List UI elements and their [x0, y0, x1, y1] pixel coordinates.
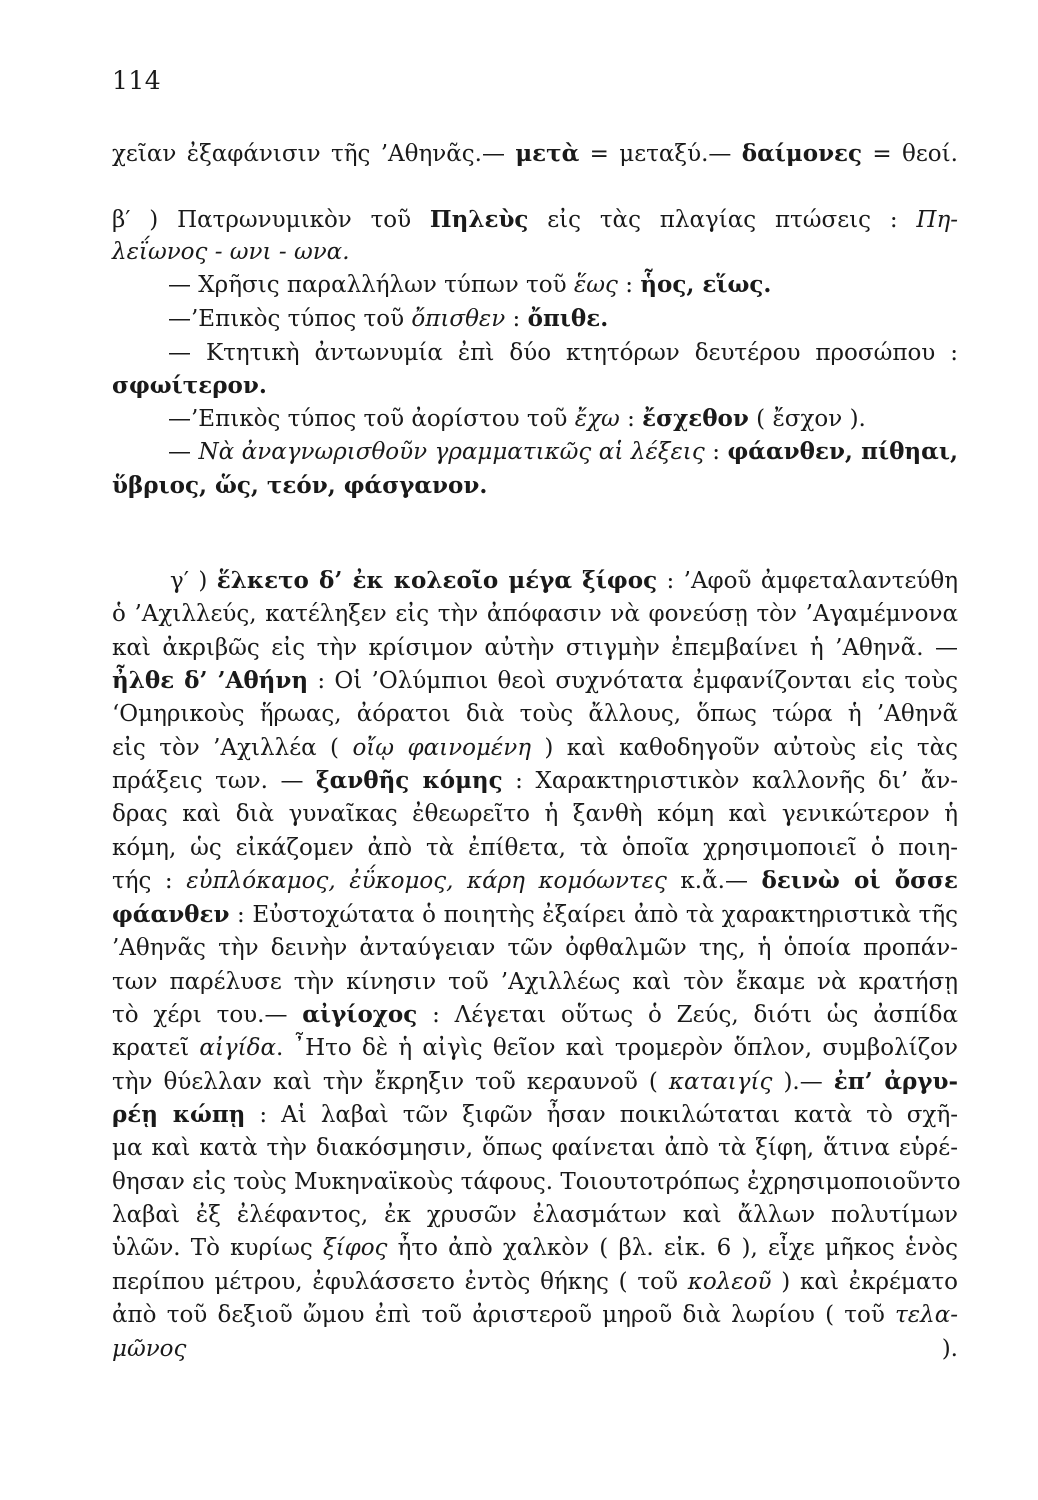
text-segment: δρας καὶ διὰ γυναῖκας ἐθεωρεῖτο ἡ ξανθὴ κόμη καὶ γενικώτερον ἡ: [112, 801, 958, 827]
text-line: [168, 269, 958, 301]
text-segment: ) καὶ ἐκρέματο: [771, 1269, 958, 1295]
text-line: [168, 403, 958, 435]
bold-term: αἰγίοχος: [302, 1001, 418, 1028]
italic-phrase: λεΐωνος - ωνι - ωνα.: [112, 239, 350, 265]
text-line: [112, 1266, 958, 1298]
text-segment: κ.ἄ.—: [666, 868, 762, 894]
text-segment: χεῖαν ἐξαφάνισιν τῆς ’Αθηνᾶς.—: [112, 141, 516, 167]
text-segment: :: [617, 272, 641, 298]
text-line: [112, 1132, 958, 1164]
text-segment: ’Αθηνᾶς τὴν δεινὴν ἀνταύγειαν τῶν ὀφθαλμῶν της, ἡ ὁποία προπάν-: [112, 935, 958, 961]
text-segment: : Οἱ ’Ολύμπιοι θεοὶ συχνότατα ἐμφανίζονται εἰς τοὺς: [308, 668, 958, 694]
text-line: [112, 1232, 958, 1264]
text-segment: . ῏Ητο δὲ ἡ αἰγὶς θεῖον καὶ τρομερὸν ὅπλον, συμβολίζον: [276, 1035, 958, 1061]
italic-phrase: Πη-: [916, 207, 958, 233]
text-line: [112, 598, 958, 630]
bold-term: ρέῃ κώπῃ: [112, 1101, 246, 1128]
text-segment: ‘Ομηρικοὺς ἥρωας, ἀόρατοι διὰ τοὺς ἄλλους, ὅπως τώρα ἡ ’Αθηνᾶ: [112, 701, 958, 727]
italic-phrase: ἔχω: [574, 406, 620, 432]
text-segment: ὁ ’Αχιλλεύς, κατέληξεν εἰς τὴν ἀπόφασιν νὰ φονεύσῃ τὸν ’Αγαμέμνονα: [112, 601, 958, 627]
text-line: [112, 698, 958, 730]
text-line: [168, 436, 958, 468]
text-line: [112, 204, 958, 236]
bold-term: δαίμονες: [741, 140, 863, 167]
text-segment: : Χαρακτηριστικὸν καλλονῆς δι’ ἄν-: [502, 768, 959, 794]
text-segment: :: [505, 306, 528, 332]
text-segment: κρατεῖ: [112, 1035, 200, 1061]
text-segment: ἀπὸ τοῦ δεξιοῦ ὤμου ἐπὶ τοῦ ἀριστεροῦ μηροῦ διὰ λωρίου ( τοῦ: [112, 1302, 896, 1328]
bold-term: σφωίτερον.: [112, 372, 267, 399]
text-segment: = μεταξύ.—: [579, 141, 742, 167]
bold-term: ἐπ’ ἀργυ-: [833, 1068, 958, 1095]
italic-phrase: μῶνος: [112, 1336, 187, 1362]
text-line: [112, 632, 958, 664]
text-segment: — Κτητικὴ ἀντωνυμία ἐπὶ δύο κτητόρων δευτέρου προσώπου :: [168, 340, 958, 366]
text-segment: πράξεις των. —: [112, 768, 316, 794]
text-segment: :: [619, 406, 643, 432]
text-segment: ( ἔσχον ).: [748, 406, 866, 432]
italic-phrase: οἴῳ φαινομένη: [352, 735, 531, 761]
text-segment: ) καὶ καθοδηγοῦν αὐτοὺς εἰς τὰς: [531, 735, 958, 761]
italic-phrase: ὄπισθεν: [411, 306, 506, 332]
text-line: [112, 1066, 958, 1098]
text-line: [112, 1166, 961, 1198]
text-line: [112, 665, 958, 697]
text-segment: λαβαὶ ἐξ ἐλέφαντος, ἐκ χρυσῶν ἐλασμάτων καὶ ἄλλων πολυτίμων: [112, 1202, 958, 1228]
bold-term: ἧος, εἵως.: [640, 271, 772, 298]
text-segment: : Λέγεται οὕτως ὁ Ζεύς, διότι ὡς ἀσπίδα: [417, 1002, 958, 1028]
italic-phrase: Νὰ ἀναγνωρισθοῦν γραμματικῶς αἱ λέξεις: [198, 439, 705, 465]
italic-phrase: ξίφος: [322, 1235, 388, 1261]
text-line: [112, 138, 958, 170]
italic-phrase: κολεοῦ: [687, 1269, 772, 1295]
text-segment: :: [704, 439, 728, 465]
text-segment: —’Επικὸς τύπος τοῦ ἀορίστου τοῦ: [168, 406, 575, 432]
text-line: [112, 1032, 958, 1064]
text-line: [112, 865, 958, 897]
text-segment: : Αἱ λαβαὶ τῶν ξιφῶν ἦσαν ποικιλώταται κατὰ τὸ σχῆ-: [245, 1102, 958, 1128]
text-segment: μα καὶ κατὰ τὴν διακόσμησιν, ὅπως φαίνεται ἀπὸ τὰ ξίφη, ἅτινα εὑρέ-: [112, 1135, 958, 1161]
text-segment: τὸ χέρι του.—: [112, 1002, 303, 1028]
text-segment: ἦτο ἀπὸ χαλκὸν ( βλ. εἰκ. 6 ), εἶχε μῆκος ἑνὸς: [387, 1235, 958, 1261]
text-segment: ὑλῶν. Τὸ κυρίως: [112, 1235, 323, 1261]
italic-phrase: καταιγίς: [668, 1069, 773, 1095]
bold-term: μετὰ: [515, 140, 580, 167]
bold-term: ἦλθε δ’ ’Αθήνη: [112, 667, 309, 694]
bold-term: Πηλεὺς: [429, 206, 529, 233]
text-segment: κόμη, ὡς εἰκάζομεν ἀπὸ τὰ ἐπίθετα, τὰ ὁποῖα χρησιμοποιεῖ ὁ ποιη-: [112, 835, 958, 861]
text-segment: : ’Αφοῦ ἀμφεταλαντεύθη: [657, 568, 958, 594]
text-segment: εἰς τὸν ’Αχιλλέα (: [112, 735, 353, 761]
text-line: [112, 832, 958, 864]
text-segment: = θεοί.: [862, 141, 958, 167]
bold-term: δεινὼ οἱ ὄσσε: [761, 867, 958, 894]
text-segment: θησαν εἰς τοὺς Μυκηναϊκοὺς τάφους. Τοιουτοτρόπως ἐχρησιμοποιοῦντο: [112, 1169, 961, 1195]
text-segment: —: [168, 439, 199, 465]
italic-phrase: τελα-: [895, 1302, 958, 1328]
text-line: [112, 370, 958, 402]
italic-phrase: αἰγίδα: [199, 1035, 277, 1061]
bold-term: φάανθεν: [112, 901, 230, 928]
text-line: [112, 932, 958, 964]
text-line: [112, 1333, 958, 1365]
text-line: [112, 765, 958, 797]
text-segment: : Εὐστοχώτατα ὁ ποιητὴς ἐξαίρει ἀπὸ τὰ χαρακτηριστικὰ τῆς: [229, 902, 958, 928]
bold-term: φάανθεν, πίθηαι,: [727, 438, 958, 465]
text-line: [112, 236, 958, 268]
text-segment: των παρέλυσε τὴν κίνησιν τοῦ ’Αχιλλέως καὶ τὸν ἔκαμε νὰ κρατήσῃ: [112, 969, 958, 995]
text-line: [112, 732, 958, 764]
text-segment: —’Επικὸς τύπος τοῦ: [168, 306, 412, 332]
bold-term: ὄπιθε.: [527, 305, 609, 332]
text-segment: περίπου μέτρου, ἐφυλάσσετο ἐντὸς θήκης ( τοῦ: [112, 1269, 688, 1295]
bold-term: ἕλκετο δ’ ἐκ κολεοῖο μέγα ξίφος: [216, 567, 658, 594]
text-segment: καὶ ἀκριβῶς εἰς τὴν κρίσιμον αὐτὴν στιγμὴν ἐπεμβαίνει ἡ ’Αθηνᾶ. —: [112, 635, 958, 661]
text-segment: γ′ ): [170, 568, 217, 594]
text-line: [112, 966, 958, 998]
text-segment: ).—: [772, 1069, 834, 1095]
text-line: [112, 899, 958, 931]
page-number: 114: [112, 66, 162, 95]
text-line: [168, 303, 958, 335]
text-line: [168, 337, 958, 369]
bold-term: ὕβριος, ὥς, τεόν, φάσγανον.: [112, 472, 488, 499]
text-line: [170, 565, 958, 597]
italic-phrase: ἕως: [573, 272, 618, 298]
italic-phrase: εὐπλόκαμος, ἐΰκομος, κάρη κομόωντες: [186, 868, 667, 894]
text-segment: εἰς τὰς πλαγίας πτώσεις :: [528, 207, 917, 233]
text-segment: ).: [186, 1336, 958, 1362]
bold-term: ξανθῆς κόμης: [315, 767, 503, 794]
text-segment: τὴν θύελλαν καὶ τὴν ἔκρηξιν τοῦ κεραυνοῦ (: [112, 1069, 669, 1095]
bold-term: ἔσχεθον: [642, 405, 749, 432]
text-line: [112, 470, 958, 502]
text-segment: τής :: [112, 868, 187, 894]
text-line: [112, 1099, 958, 1131]
text-line: [112, 798, 958, 830]
text-line: [112, 999, 958, 1031]
text-segment: — Χρῆσις παραλλήλων τύπων τοῦ: [168, 272, 574, 298]
text-segment: β′ ) Πατρωνυμικὸν τοῦ: [112, 207, 430, 233]
text-line: [112, 1199, 958, 1231]
text-line: [112, 1299, 958, 1331]
